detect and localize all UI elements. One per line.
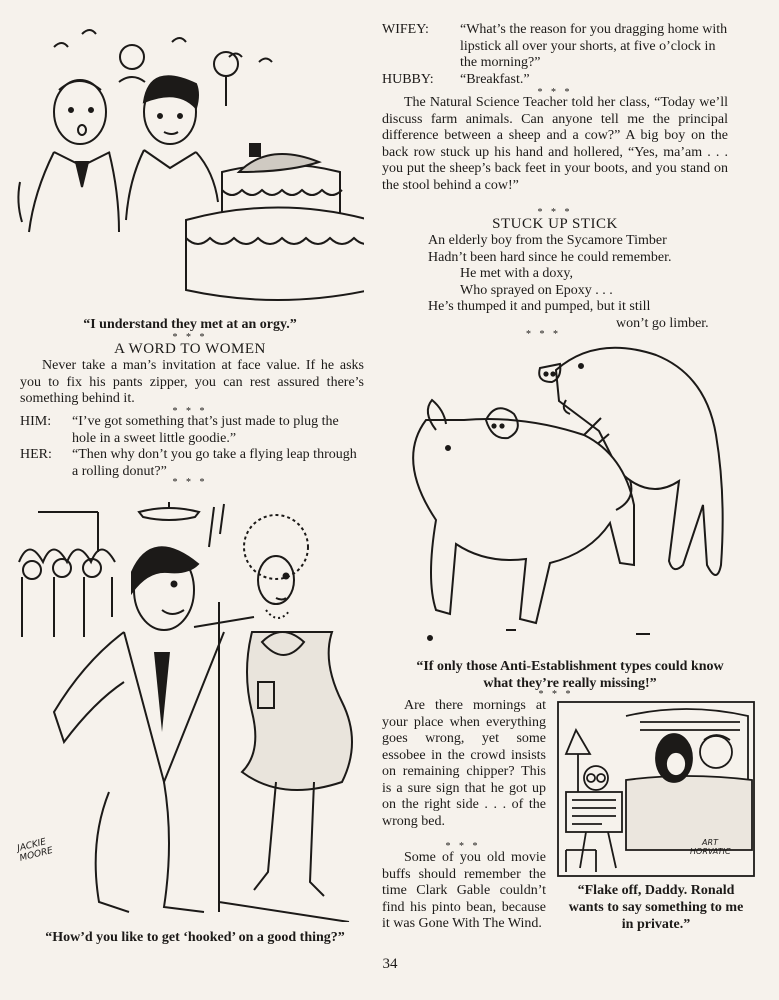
word-to-women-body: Never take a man’s invitation at face value. If he asks you to fix his pants zipper, you can rest assured there’s something behind it. <box>20 358 364 406</box>
poem-line: He met with a doxy, <box>460 266 574 281</box>
dialogue-line <box>382 72 732 89</box>
bed-cartoon-signature: ART HORVATIC <box>690 838 731 856</box>
bed-cartoon-caption: “Flake off, Daddy. Ronald wants to say something to me in private.” <box>568 883 744 932</box>
pigs-caption-line: “If only those Anti-Establishment types could know <box>416 659 724 674</box>
poem-line: An elderly boy from the Sycamore Timber <box>428 233 667 248</box>
mornings-joke: Are there mornings at your place when everything goes wrong, yet some essobee in the crowd insists on remaining chipper? This is a sure sign that he got up on the right side . . . of the wrong bed. <box>382 698 546 829</box>
poem-line: Hadn’t been hard since he could remember. <box>428 249 672 265</box>
party-cartoon <box>14 492 366 922</box>
stars-divider: * * * <box>538 689 574 700</box>
stars-divider: * * * <box>537 87 573 98</box>
poem-line: Who sprayed on Epoxy . . . <box>460 282 613 298</box>
science-teacher-joke: The Natural Science Teacher told her class, “Today we’ll discuss farm animals. Can anyone tell me the principal difference between a sheep and a cow?” A big boy on the back row stuck up his hand and hollered, “Yes, ma’am . . . you put the sheep’s back feet in your boots, and you stand on the stool behind a cow!” <box>382 95 728 193</box>
poem-title: STUCK UP STICK <box>492 216 618 232</box>
stars-divider: * * * <box>172 406 208 417</box>
dialogue-line <box>20 414 366 447</box>
stars-divider: * * * <box>172 477 208 488</box>
wifey-hubby-dialogue <box>382 22 732 88</box>
pigs-cartoon-caption <box>380 658 760 692</box>
line-text: “I’ve got something that’s just made to plug the hole in a sweet little goodie.” <box>72 414 339 446</box>
speaker: WIFEY: <box>382 22 429 37</box>
wedding-cartoon-caption: “I understand they met at an orgy.” <box>83 317 297 332</box>
poem-line: He’s thumped it and pumped, but it still <box>428 299 651 314</box>
dialogue-line <box>382 22 732 72</box>
poem <box>428 233 718 332</box>
wedding-cake-cartoon <box>14 12 364 312</box>
speaker: HER: <box>20 447 52 462</box>
stars-divider: * * * <box>526 329 561 340</box>
party-cartoon-caption: “How’d you like to get ‘hooked’ on a good thing?” <box>45 930 345 945</box>
stars-divider: * * * <box>172 332 208 343</box>
speaker: HIM: <box>20 414 52 429</box>
page-number: 34 <box>382 956 398 972</box>
party-cartoon-signature: JACKIE MOORE <box>16 837 55 864</box>
dialogue-line <box>20 447 366 480</box>
stars-divider: * * * <box>445 841 481 852</box>
pigs-caption-line: what they’re really missing!” <box>483 676 657 691</box>
line-text: “What’s the reason for you dragging home with lipstick all over your shorts, at five o’clock in the morning?” <box>460 22 728 70</box>
word-to-women-title: A WORD TO WOMEN <box>114 341 266 357</box>
him-her-dialogue <box>20 414 366 480</box>
line-text: “Then why don’t you go take a flying leap through a rolling donut?” <box>72 447 357 479</box>
poem-line: won’t go limber. <box>616 315 709 331</box>
movie-buffs-joke: Some of you old movie buffs should remember the time Clark Gable couldn’t find his pinto bean, because it was Gone With The Wind. <box>382 850 546 931</box>
pigs-cartoon <box>386 330 756 650</box>
stars-divider: * * * <box>537 207 573 218</box>
line-text: “Breakfast.” <box>460 71 530 87</box>
speaker: HUBBY: <box>382 71 434 87</box>
